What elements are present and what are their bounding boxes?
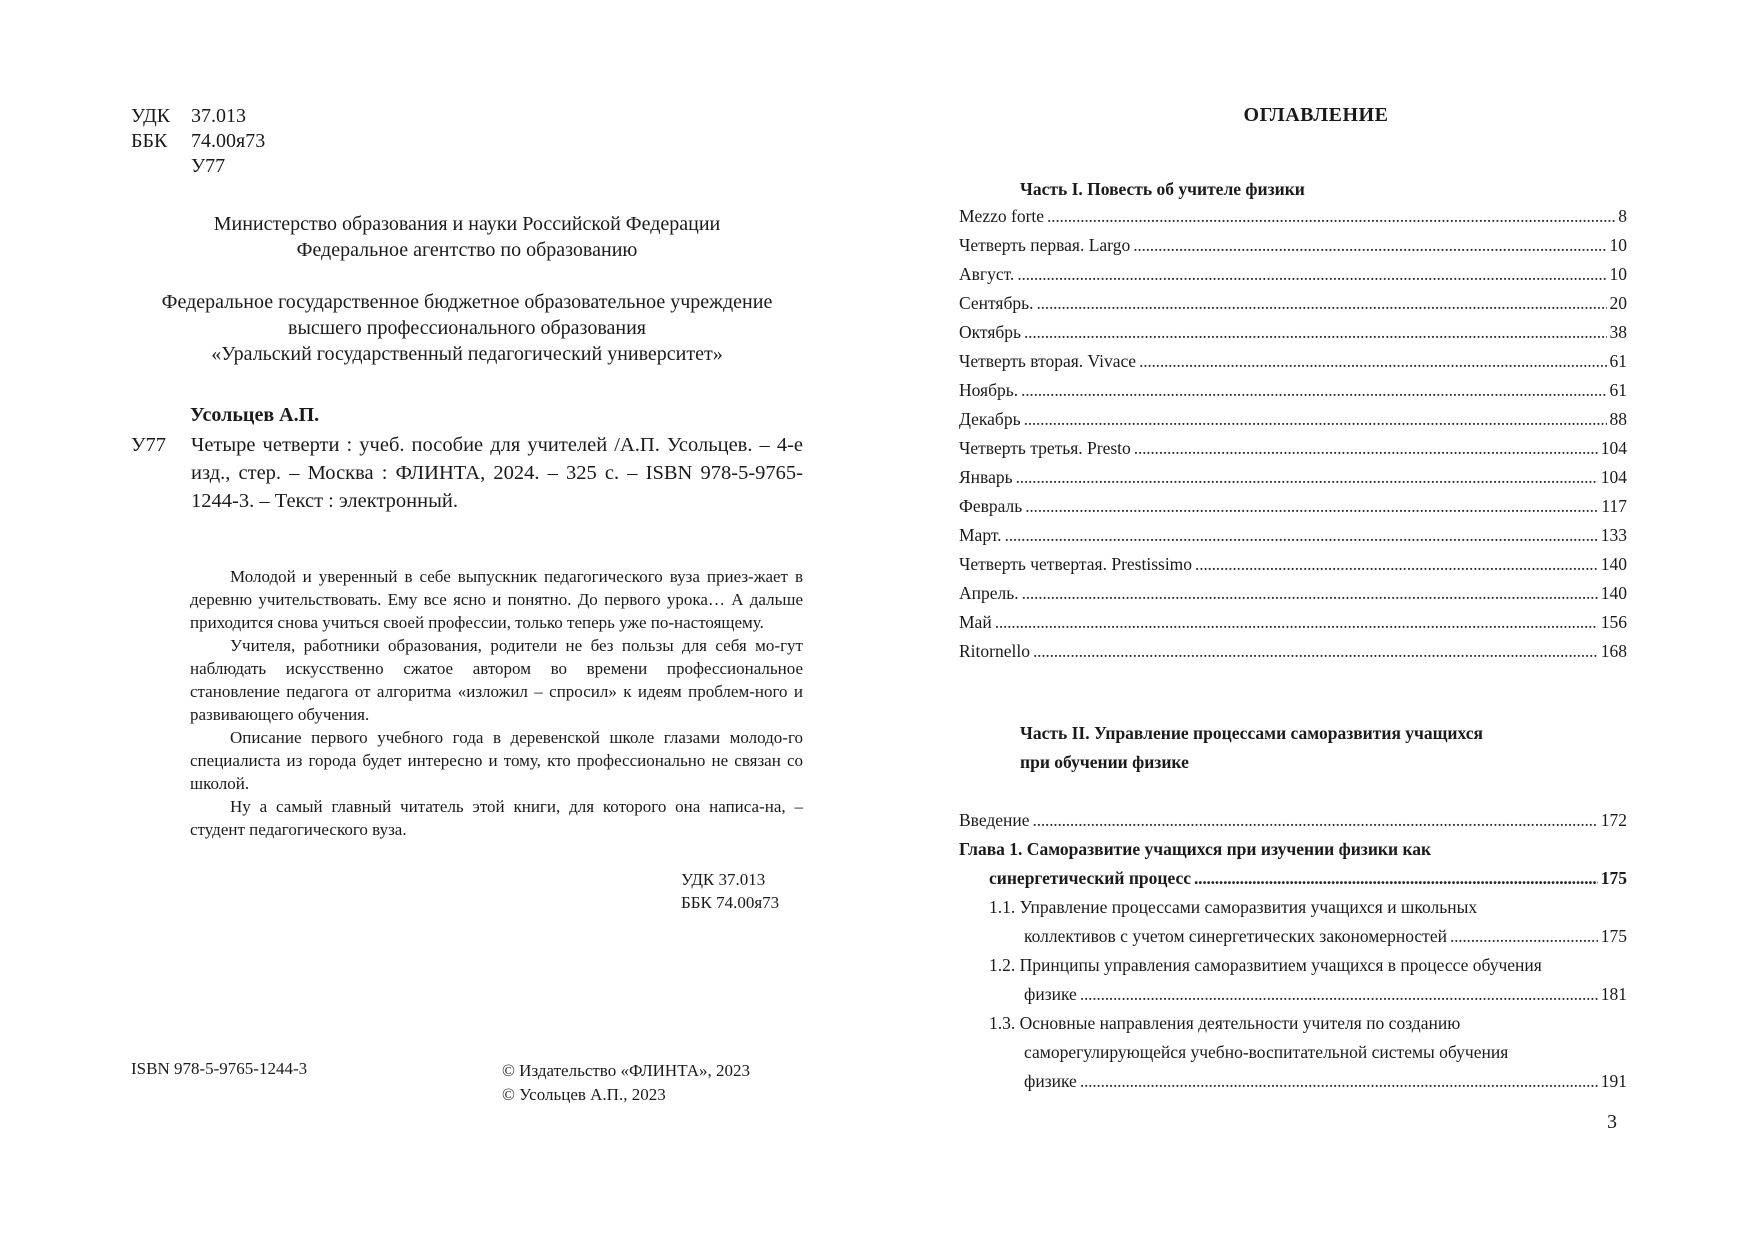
- annotation-paragraph: Учителя, работники образования, родители не без пользы для себя мо-гут наблюдать искусственно сжатое автором во времени профессиональное становление педагога от алгоритма «изложил – спросил» к идеям проблем-ного и развивающего обучения.: [190, 636, 803, 724]
- annotation-paragraph: Молодой и уверенный в себе выпускник педагогического вуза приез-жает в деревню учительствовать. Ему все ясно и понятно. До первого урока… А дальше приходится снова учиться своей профессии, только теперь уже по-настоящему.: [190, 567, 803, 632]
- section-1-1-line-1[interactable]: 1.1. Управление процессами саморазвития учащихся и школьных: [989, 897, 1478, 917]
- classification-codes: [131, 104, 265, 179]
- annotation-codes: [681, 868, 779, 914]
- toc-entry[interactable]: [959, 608, 1627, 637]
- toc-entry[interactable]: [959, 202, 1627, 231]
- leader-dots: [1047, 202, 1615, 231]
- leader-dots: [1194, 864, 1598, 893]
- toc-entry-title: Четверть вторая. Vivace: [959, 351, 1137, 371]
- institution-block: [131, 289, 803, 367]
- toc-entry-page: 168: [1600, 641, 1627, 661]
- leader-dots: [1033, 637, 1598, 666]
- leader-dots: [1021, 376, 1606, 405]
- toc-entry[interactable]: [959, 550, 1627, 579]
- toc-entry-page: 61: [1609, 380, 1627, 400]
- part1-toc: [959, 202, 1627, 666]
- leader-dots: [1033, 806, 1598, 835]
- part2-toc: [959, 806, 1627, 1096]
- toc-entry-page: 104: [1600, 438, 1627, 458]
- toc-entry-page: 140: [1600, 554, 1627, 574]
- part1-heading: Часть I. Повесть об учителе физики: [1020, 179, 1305, 199]
- author-sign: У77: [191, 155, 226, 177]
- leader-dots: [1450, 922, 1598, 951]
- toc-entry-page: 156: [1600, 612, 1627, 632]
- annotation-paragraph: Ну а самый главный читатель этой книги, для которого она написа-на, – студент педагогического вуза.: [190, 797, 803, 839]
- leader-dots: [1139, 347, 1606, 376]
- toc-entry[interactable]: [959, 463, 1627, 492]
- section-1-3-line-1[interactable]: 1.3. Основные направления деятельности учителя по созданию: [989, 1013, 1461, 1033]
- toc-entry[interactable]: [959, 434, 1627, 463]
- toc-entry-page: 88: [1609, 409, 1627, 429]
- copyright-author: © Усольцев А.П., 2023: [502, 1085, 666, 1104]
- part2-heading-line-1: Часть II. Управление процессами саморазвития учащихся: [1020, 723, 1483, 743]
- toc-entry[interactable]: [959, 347, 1627, 376]
- annotation-bbk: ББК 74.00я73: [681, 893, 780, 912]
- section-1-3-line-2[interactable]: саморегулирующейся учебно-воспитательной системы обучения: [1024, 1042, 1509, 1062]
- leader-dots: [995, 608, 1598, 637]
- toc-entry-intro[interactable]: [959, 806, 1627, 835]
- toc-entry-page: 133: [1600, 525, 1627, 545]
- leader-dots: [1080, 980, 1598, 1009]
- left-page: [0, 0, 877, 1241]
- part2-heading-line-2: при обучении физике: [1020, 752, 1189, 772]
- toc-entry-title: Четверть первая. Largo: [959, 235, 1131, 255]
- toc-entry-title: Четверть третья. Presto: [959, 438, 1131, 458]
- toc-entry-section-1-2[interactable]: [959, 980, 1627, 1009]
- toc-entry-title: Сентябрь.: [959, 293, 1034, 313]
- toc-entry-page: 191: [1600, 1071, 1627, 1091]
- toc-entry[interactable]: [959, 521, 1627, 550]
- toc-entry-section-1-1[interactable]: [959, 922, 1627, 951]
- toc-entry-section-1-3[interactable]: [959, 1067, 1627, 1096]
- toc-entry[interactable]: [959, 492, 1627, 521]
- biblio-text: Четыре четверти : учеб. пособие для учителей /А.П. Усольцев. – 4-е изд., стер. – Москва : ФЛИНТА, 2024. – 325 с. – ISBN 978-5-9765-1244-3. – Текст : электронный.: [191, 434, 803, 512]
- copyright-publisher: © Издательство «ФЛИНТА», 2023: [502, 1061, 751, 1080]
- copyright-block: [502, 1059, 750, 1107]
- bbk-label: ББК: [131, 130, 168, 152]
- annotation-udk: УДК 37.013: [681, 870, 766, 889]
- part2-heading: [1020, 719, 1483, 777]
- toc-entry[interactable]: [959, 579, 1627, 608]
- bibliographic-record: [131, 431, 803, 515]
- toc-entry-title: Январь: [959, 467, 1013, 487]
- author-name: Усольцев А.П.: [190, 404, 320, 426]
- bbk-value: 74.00я73: [191, 130, 266, 152]
- toc-entry[interactable]: [959, 260, 1627, 289]
- leader-dots: [1037, 289, 1607, 318]
- toc-entry[interactable]: [959, 318, 1627, 347]
- leader-dots: [1133, 231, 1606, 260]
- institution-line-2: высшего профессионального образования: [288, 317, 646, 339]
- toc-title: ОГЛАВЛЕНИЕ: [1243, 104, 1389, 126]
- ministry-block: [131, 211, 803, 263]
- agency-line: Федеральное агентство по образованию: [296, 239, 638, 261]
- toc-entry-title: Октябрь: [959, 322, 1022, 342]
- ministry-line: Министерство образования и науки Российской Федерации: [213, 213, 721, 235]
- toc-entry-page: 8: [1618, 206, 1627, 226]
- toc-entry-title: Август.: [959, 264, 1015, 284]
- leader-dots: [1195, 550, 1598, 579]
- annotation-paragraph: Описание первого учебного года в деревенской школе глазами молодо-го специалиста из города будет интересно и тому, кто профессионально не связан со школой.: [190, 728, 803, 793]
- section-1-2-line-1[interactable]: 1.2. Принципы управления саморазвитием учащихся в процессе обучения: [989, 955, 1542, 975]
- toc-entry-title: Май: [959, 612, 992, 632]
- toc-entry-title: Mezzo forte: [959, 206, 1045, 226]
- toc-entry-page: 61: [1609, 351, 1627, 371]
- toc-entry-page: 175: [1600, 868, 1627, 888]
- toc-entry-title: Введение: [959, 810, 1030, 830]
- leader-dots: [1016, 463, 1598, 492]
- toc-entry[interactable]: [959, 231, 1627, 260]
- right-page: [877, 0, 1755, 1241]
- toc-entry-title: синергетический процесс: [989, 868, 1192, 888]
- toc-entry-chapter1[interactable]: [959, 864, 1627, 893]
- toc-entry-page: 172: [1600, 810, 1627, 830]
- toc-entry-page: 10: [1609, 264, 1627, 284]
- udk-value: 37.013: [191, 105, 246, 127]
- toc-entry-title: коллективов с учетом синергетических закономерностей: [1024, 926, 1447, 946]
- toc-entry-page: 140: [1600, 583, 1627, 603]
- toc-entry-page: 10: [1609, 235, 1627, 255]
- isbn: ISBN 978-5-9765-1244-3: [131, 1059, 308, 1078]
- leader-dots: [1017, 260, 1606, 289]
- toc-entry-page: 38: [1609, 322, 1627, 342]
- toc-entry[interactable]: [959, 376, 1627, 405]
- leader-dots: [1022, 579, 1598, 608]
- leader-dots: [1005, 521, 1598, 550]
- toc-entry-page: 104: [1600, 467, 1627, 487]
- toc-entry-title: физике: [1024, 984, 1077, 1004]
- toc-entry[interactable]: [959, 637, 1627, 666]
- toc-entry-page: 20: [1609, 293, 1627, 313]
- annotation: [190, 565, 803, 841]
- leader-dots: [1080, 1067, 1598, 1096]
- toc-entry-title: Апрель.: [959, 583, 1019, 603]
- biblio-sign: У77: [131, 434, 167, 456]
- chapter1-title-line-1[interactable]: Глава 1. Саморазвитие учащихся при изучении физики как: [959, 839, 1432, 859]
- institution-line-1: Федеральное государственное бюджетное образовательное учреждение: [161, 291, 773, 313]
- institution-line-3: «Уральский государственный педагогический университет»: [211, 343, 723, 365]
- toc-entry-title: физике: [1024, 1071, 1077, 1091]
- toc-entry-page: 175: [1600, 926, 1627, 946]
- toc-entry-title: Ritornello: [959, 641, 1030, 661]
- toc-entry-page: 117: [1601, 496, 1627, 516]
- toc-entry-title: Декабрь: [959, 409, 1021, 429]
- toc-entry-title: Четверть четвертая. Prestissimo: [959, 554, 1193, 574]
- udk-label: УДК: [131, 105, 171, 127]
- leader-dots: [1134, 434, 1598, 463]
- toc-entry[interactable]: [959, 405, 1627, 434]
- toc-entry-title: Февраль: [959, 496, 1023, 516]
- toc-entry-page: 181: [1600, 984, 1627, 1004]
- toc-entry[interactable]: [959, 289, 1627, 318]
- page-number: 3: [1607, 1111, 1617, 1133]
- leader-dots: [1025, 492, 1598, 521]
- toc-entry-title: Ноябрь.: [959, 380, 1019, 400]
- toc-entry-title: Март.: [959, 525, 1002, 545]
- leader-dots: [1024, 318, 1606, 347]
- leader-dots: [1024, 405, 1607, 434]
